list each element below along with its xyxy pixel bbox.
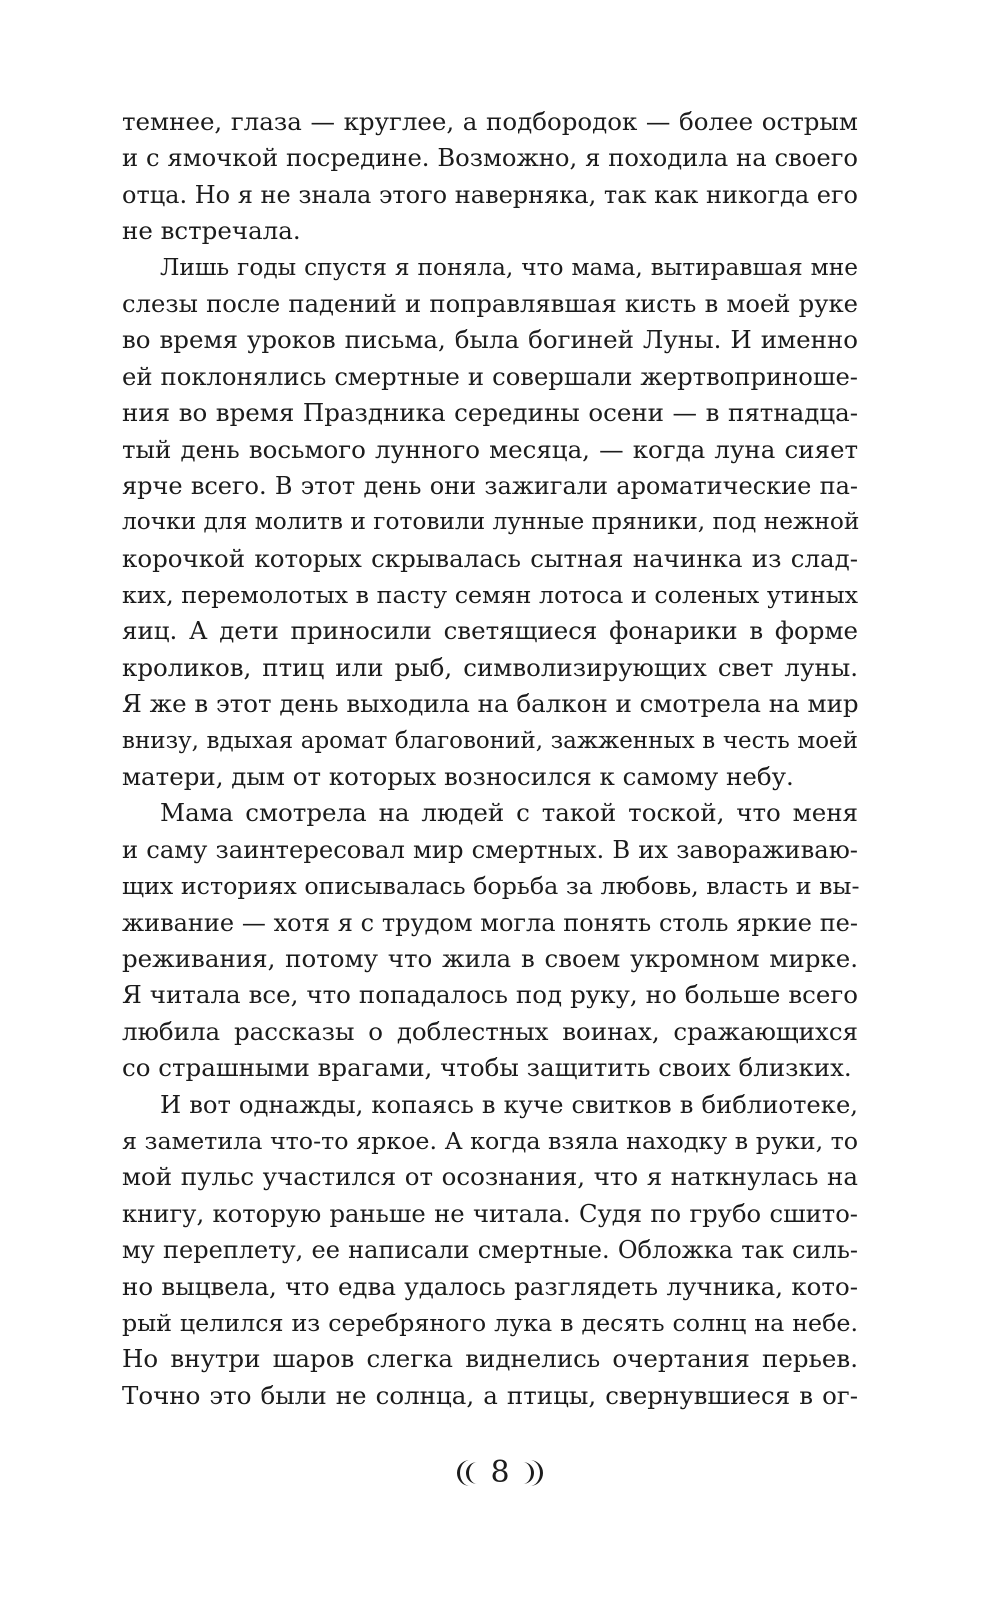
text-line: во время уроков письма, была богиней Луны. И именно bbox=[122, 325, 858, 355]
text-line: му переплету, ее написали смертные. Обложка так силь- bbox=[122, 1236, 858, 1265]
text-line: щих историях описывалась борьба за любовь, власть и вы- bbox=[122, 872, 860, 901]
text-line: Я читала все, что попадалось под руку, но больше всего bbox=[122, 980, 858, 1010]
page-number-footer bbox=[0, 1454, 1000, 1491]
text-line: Я же в этот день выходила на балкон и смотрела на мир bbox=[122, 689, 859, 719]
crescent-moon-right-icon bbox=[521, 1458, 547, 1488]
text-line: любила рассказы о доблестных воинах, сражающихся bbox=[122, 1016, 858, 1046]
text-line: ких, перемолотых в пасту семян лотоса и соленых утиных bbox=[122, 581, 858, 610]
text-line: я заметила что-то яркое. А когда взяла находку в руки, то bbox=[122, 1126, 859, 1155]
text-line: отца. Но я не знала этого наверняка, так как никогда его bbox=[122, 180, 858, 209]
crescent-moon-left-icon bbox=[453, 1458, 479, 1488]
text-line: книгу, которую раньше не читала. Судя по грубо сшито- bbox=[122, 1198, 858, 1228]
text-line: рый целился из серебряного лука в десять солнц на небе. bbox=[122, 1308, 858, 1337]
text-line: Точно это были не солнца, а птицы, свернувшиеся в ог- bbox=[122, 1380, 858, 1410]
text-line: темнее, глаза — круглее, а подбородок — более острым bbox=[122, 107, 858, 136]
text-line: матери, дым от которых возносился к самому небу. bbox=[122, 762, 794, 792]
text-line: внизу, вдыхая аромат благовоний, зажженных в честь моей bbox=[122, 727, 858, 754]
page-number: 8 bbox=[490, 1455, 510, 1490]
text-line: Лишь годы спустя я поняла, что мама, вытиравшая мне bbox=[160, 253, 858, 281]
text-line: ей поклонялись смертные и совершали жертвоприноше- bbox=[122, 361, 858, 391]
text-line: Мама смотрела на людей с такой тоской, что меня bbox=[160, 798, 858, 828]
text-line: реживания, потому что жила в своем укромном мирке. bbox=[122, 943, 858, 973]
text-line: яиц. А дети приносили светящиеся фонарики в форме bbox=[122, 616, 858, 646]
text-line: и с ямочкой посредине. Возможно, я походила на своего bbox=[122, 143, 858, 173]
text-line: не встречала. bbox=[122, 216, 301, 246]
text-line: живание — хотя я с трудом могла понять столь яркие пе- bbox=[122, 908, 858, 937]
text-line: но выцвела, что едва удалось разглядеть лучника, кото- bbox=[122, 1271, 858, 1301]
text-line: ния во время Праздника середины осени — в пятнадца- bbox=[122, 398, 858, 428]
text-line: И вот однажды, копаясь в куче свитков в библиотеке, bbox=[160, 1089, 858, 1119]
text-line: тый день восьмого лунного месяца, — когда луна сияет bbox=[122, 434, 858, 464]
text-line: лочки для молитв и готовили лунные пряники, под нежной bbox=[122, 508, 860, 536]
text-line: корочкой которых скрывалась сытная начинка из слад- bbox=[122, 543, 858, 573]
text-line: и саму заинтересовал мир смертных. В их завораживаю- bbox=[122, 834, 858, 864]
text-line: со страшными врагами, чтобы защитить своих близких. bbox=[122, 1053, 852, 1083]
body-text bbox=[122, 104, 858, 1414]
text-line: мой пульс участился от осознания, что я наткнулась на bbox=[122, 1162, 858, 1192]
text-line: кроликов, птиц или рыб, символизирующих свет луны. bbox=[122, 652, 858, 682]
text-line: слезы после падений и поправлявшая кисть в моей руке bbox=[122, 288, 858, 318]
text-line: ярче всего. В этот день они зажигали ароматические па- bbox=[122, 471, 858, 500]
text-line: Но внутри шаров слегка виднелись очертания перьев. bbox=[122, 1344, 858, 1374]
